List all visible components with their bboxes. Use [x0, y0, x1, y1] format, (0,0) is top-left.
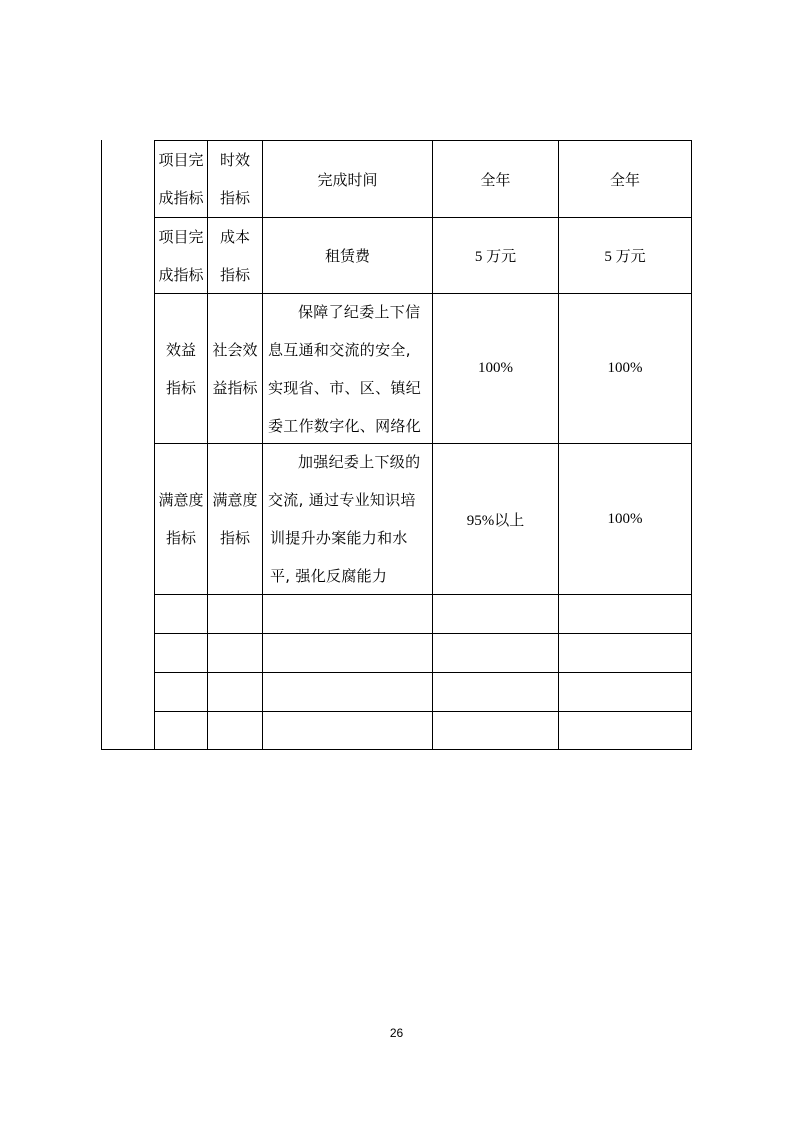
cell-text-line: 指标	[165, 378, 196, 397]
cell-text-line: 效益	[165, 340, 196, 359]
cell-text-line: 成本	[219, 227, 250, 246]
cell-text-line: 指标	[219, 189, 250, 207]
description-line: 交流, 通过专业知识培	[268, 491, 416, 509]
cell-text-line: 指标	[219, 529, 250, 547]
table-row-divider	[154, 711, 692, 712]
indicator-description-cell	[263, 444, 432, 594]
level2-indicator-cell	[208, 141, 262, 217]
cell-text-line: 成指标	[158, 265, 204, 284]
table-right-border	[691, 140, 692, 750]
indicator-description-cell	[263, 294, 432, 443]
actual-value-cell: 100%	[607, 360, 643, 376]
cell-text-line: 益指标	[212, 378, 258, 397]
level2-indicator-cell	[208, 218, 262, 293]
level1-indicator-cell	[155, 218, 207, 293]
actual-value-cell: 全年	[609, 170, 640, 189]
actual-value-cell: 100%	[607, 510, 643, 527]
description-line: 平, 强化反腐能力	[270, 567, 388, 585]
actual-value-cell: 5 万元	[604, 249, 646, 265]
description-line: 委工作数字化、网络化	[268, 416, 422, 435]
target-value-cell: 全年	[480, 170, 511, 189]
level1-indicator-cell	[155, 141, 207, 217]
description-line: 加强纪委上下级的	[298, 453, 421, 471]
level2-indicator-cell	[208, 444, 262, 594]
table-outer-left-border	[101, 140, 102, 750]
cell-text-line: 成指标	[158, 189, 204, 207]
cell-text-line: 指标	[165, 529, 196, 547]
level1-indicator-cell	[155, 444, 207, 594]
table-row-divider	[154, 672, 692, 673]
target-value-cell: 100%	[478, 360, 513, 376]
table-row-divider	[154, 594, 692, 595]
cell-text-line: 满意度	[158, 491, 204, 509]
target-value-cell: 5 万元	[474, 249, 517, 265]
description-line: 息互通和交流的安全,	[268, 340, 411, 359]
cell-text-line: 指标	[219, 265, 250, 284]
cell-text-line: 时效	[219, 151, 250, 169]
level1-indicator-cell	[155, 294, 207, 443]
indicator-name-cell: 租赁费	[324, 247, 370, 265]
description-line: 训提升办案能力和水	[270, 529, 408, 547]
cell-text-line: 满意度	[212, 491, 258, 509]
target-value-cell: 95%以上	[466, 512, 525, 529]
indicator-name-cell: 完成时间	[317, 170, 378, 189]
cell-text-line: 项目完	[158, 227, 204, 246]
cell-text-line: 社会效	[212, 340, 258, 359]
cell-text-line: 项目完	[158, 151, 204, 169]
level2-indicator-cell	[208, 294, 262, 443]
table-row-divider	[154, 633, 692, 634]
table-bottom-border	[101, 749, 692, 750]
description-line: 保障了纪委上下信	[298, 302, 421, 321]
page-number: 26	[389, 1026, 404, 1040]
description-line: 实现省、市、区、镇纪	[268, 378, 422, 397]
